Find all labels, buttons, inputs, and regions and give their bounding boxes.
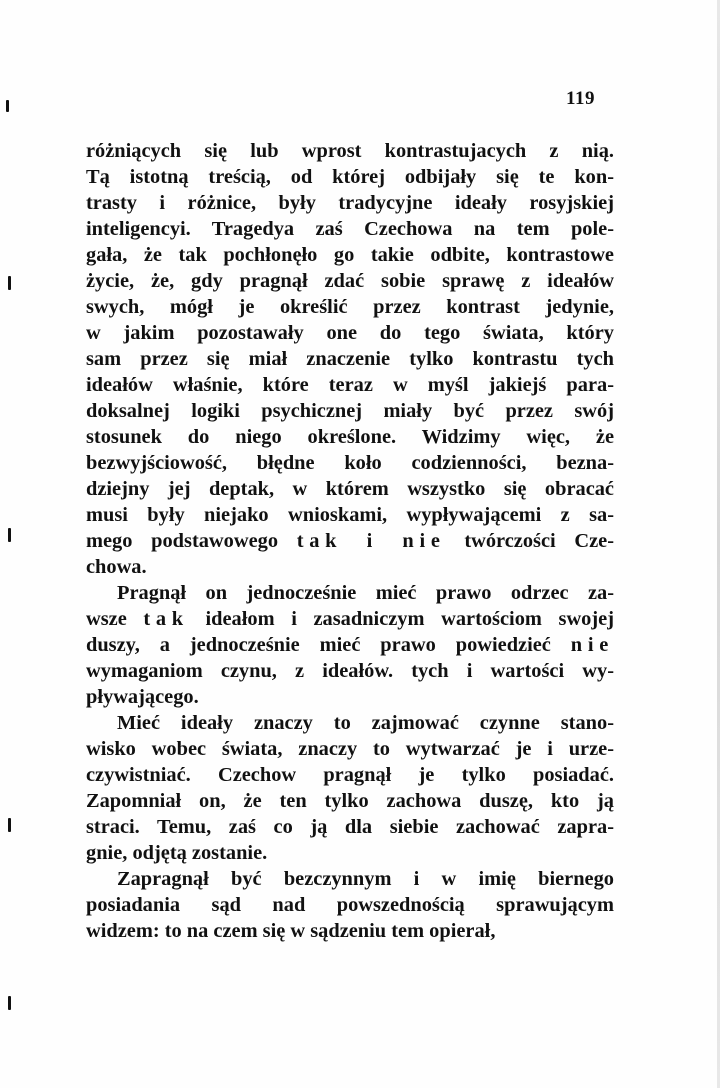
text-line xyxy=(86,398,614,424)
emphasized-text: tak i nie xyxy=(296,530,446,552)
text-run: gała, że tak pochłonęło go takie odbite, kontrastowe xyxy=(86,244,614,266)
text-line xyxy=(86,320,614,346)
text-run: Zapragnął być bezczynnym i w imię biernego xyxy=(117,868,614,890)
text-line xyxy=(86,684,614,710)
text-line xyxy=(86,918,614,944)
text-line xyxy=(86,814,614,840)
text-run: wsze xyxy=(86,608,127,630)
margin-mark xyxy=(8,996,11,1010)
paragraph xyxy=(86,710,614,866)
text-line xyxy=(86,840,614,866)
text-run: pływającego. xyxy=(86,686,199,708)
paragraph xyxy=(86,580,614,710)
text-line xyxy=(86,476,614,502)
text-line xyxy=(86,580,614,606)
page-number: 119 xyxy=(566,88,595,109)
text-run: trasty i różnice, były tradycyjne ideały rosyjskiej xyxy=(86,192,614,214)
text-line xyxy=(86,554,614,580)
paragraph xyxy=(86,138,614,580)
text-run: straci. Temu, zaś co ją dla siebie zachować zapra- xyxy=(86,816,614,838)
text-line xyxy=(86,450,614,476)
text-run: posiadania sąd nad powszednością sprawującym xyxy=(86,894,614,916)
text-run: Zapomniał on, że ten tylko zachowa duszę, kto ją xyxy=(86,790,614,812)
text-line xyxy=(86,346,614,372)
text-line xyxy=(86,164,614,190)
paragraph xyxy=(86,866,614,944)
text-line xyxy=(86,788,614,814)
text-run: ideałów właśnie, które teraz w myśl jakiejś para- xyxy=(86,374,614,396)
text-line xyxy=(86,892,614,918)
text-run: doksalnej logiki psychicznej miały być przez swój xyxy=(86,400,614,422)
page-body-text xyxy=(86,138,614,944)
text-run: bezwyjściowość, błędne koło codzienności, bezna- xyxy=(86,452,614,474)
text-run: życie, że, gdy pragnął zdać sobie sprawę z ideałów xyxy=(86,270,614,292)
text-line xyxy=(86,736,614,762)
text-run: czywistniać. Czechow pragnął je tylko posiadać. xyxy=(86,764,614,786)
emphasized-text: nie xyxy=(570,634,614,656)
text-line xyxy=(86,528,614,554)
text-line xyxy=(86,632,614,658)
text-run: ideałom i zasadniczym wartościom swojej xyxy=(188,608,614,630)
text-run: dziejny jej deptak, w którem wszystko się obracać xyxy=(86,478,614,500)
text-run: duszy, a jednocześnie mieć prawo powiedzieć xyxy=(86,634,551,656)
text-run: różniących się lub wprost kontrastujacych z nią. xyxy=(86,140,614,162)
margin-mark xyxy=(6,100,9,112)
text-run: gnie, odjętą zostanie. xyxy=(86,842,268,864)
emphasized-text: tak xyxy=(143,608,189,630)
text-line xyxy=(86,190,614,216)
text-run: mego podstawowego xyxy=(86,530,279,552)
text-line xyxy=(86,710,614,736)
text-run: swych, mógł je określić przez kontrast jedynie, xyxy=(86,296,614,318)
margin-mark xyxy=(8,528,11,542)
text-run: Tą istotną treścią, od której odbijały się te kon- xyxy=(86,166,614,188)
text-line xyxy=(86,268,614,294)
text-run: twórczości Cze- xyxy=(445,530,614,552)
text-run: stosunek do niego określone. Widzimy więc, że xyxy=(86,426,614,448)
text-run: inteligencyi. Tragedya zaś Czechowa na tem pole- xyxy=(86,218,614,240)
text-run: w jakim pozostawały one do tego świata, który xyxy=(86,322,614,344)
text-run: wisko wobec świata, znaczy to wytwarzać je i urze- xyxy=(86,738,614,760)
text-run: widzem: to na czem się w sądzeniu tem opierał, xyxy=(86,920,496,942)
margin-mark xyxy=(8,276,11,290)
text-run: musi były niejako wnioskami, wypływającemi z sa- xyxy=(86,504,614,526)
text-run: Mieć ideały znaczy to zajmować czynne stano- xyxy=(117,712,614,734)
text-line xyxy=(86,606,614,632)
text-line xyxy=(86,216,614,242)
text-line xyxy=(86,242,614,268)
text-line xyxy=(86,294,614,320)
text-run: chowa. xyxy=(86,556,147,578)
text-run: wymaganiom czynu, z ideałów. tych i wartości wy- xyxy=(86,660,614,682)
text-run: sam przez się miał znaczenie tylko kontrastu tych xyxy=(86,348,614,370)
text-line xyxy=(86,424,614,450)
margin-mark xyxy=(8,818,11,832)
text-line xyxy=(86,866,614,892)
text-line xyxy=(86,658,614,684)
text-line xyxy=(86,372,614,398)
text-line xyxy=(86,762,614,788)
text-run: Pragnął on jednocześnie mieć prawo odrzec za- xyxy=(117,582,614,604)
text-line xyxy=(86,502,614,528)
text-line xyxy=(86,138,614,164)
